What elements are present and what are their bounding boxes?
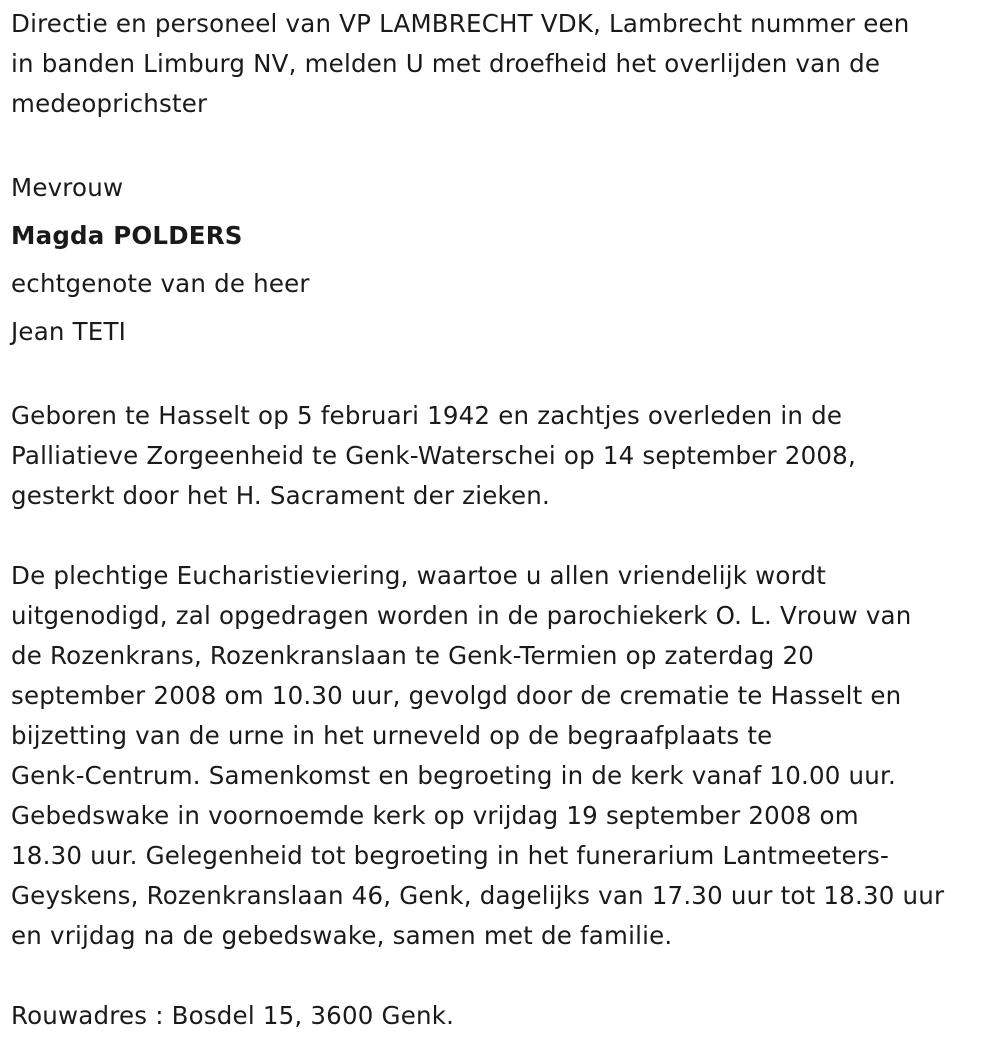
ceremony-line: Genk-Centrum. Samenkomst en begroeting in de kerk vanaf 10.00 uur. [11,761,897,790]
paragraph-gap [11,124,986,164]
intro-paragraph [11,4,986,124]
intro-line: medeoprichster [11,89,208,118]
ceremony-line: Gebedswake in voornoemde kerk op vrijdag 19 september 2008 om [11,801,859,830]
birth-death-line: Geboren te Hasselt op 5 februari 1942 en zachtjes overleden in de [11,401,843,430]
birth-death-line: gesterkt door het H. Sacrament der zieken. [11,481,550,510]
ceremony-line: 18.30 uur. Gelegenheid tot begroeting in het funerarium Lantmeeters- [11,841,890,870]
spouse-relation: echtgenote van de heer [11,269,310,298]
ceremony-line: De plechtige Eucharistieviering, waartoe u allen vriendelijk wordt [11,561,827,590]
ceremony-line: Geyskens, Rozenkranslaan 46, Genk, dagelijks van 17.30 uur tot 18.30 uur [11,881,945,910]
birth-death-paragraph [11,396,986,516]
obituary-notice [11,4,986,1036]
intro-line: Directie en personeel van VP LAMBRECHT VDK, Lambrecht nummer een [11,9,910,38]
spouse-name: Jean TETI [11,317,127,346]
deceased-name: Magda POLDERS [11,221,243,250]
paragraph-gap [11,956,986,996]
mourning-address: Rouwadres : Bosdel 15, 3600 Genk. [11,1001,455,1030]
salutation: Mevrouw [11,173,124,202]
ceremony-line: uitgenodigd, zal opgedragen worden in de parochiekerk O. L. Vrouw van [11,601,912,630]
paragraph-gap [11,516,986,556]
ceremony-paragraph [11,556,986,956]
birth-death-line: Palliatieve Zorgeenheid te Genk-Waterschei op 14 september 2008, [11,441,856,470]
ceremony-line: september 2008 om 10.30 uur, gevolgd door de crematie te Hasselt en [11,681,902,710]
ceremony-line: en vrijdag na de gebedswake, samen met de familie. [11,921,673,950]
paragraph-gap [11,356,986,396]
intro-line: in banden Limburg NV, melden U met droefheid het overlijden van de [11,49,881,78]
ceremony-line: de Rozenkrans, Rozenkranslaan te Genk-Termien op zaterdag 20 [11,641,815,670]
ceremony-line: bijzetting van de urne in het urneveld op de begraafplaats te [11,721,773,750]
